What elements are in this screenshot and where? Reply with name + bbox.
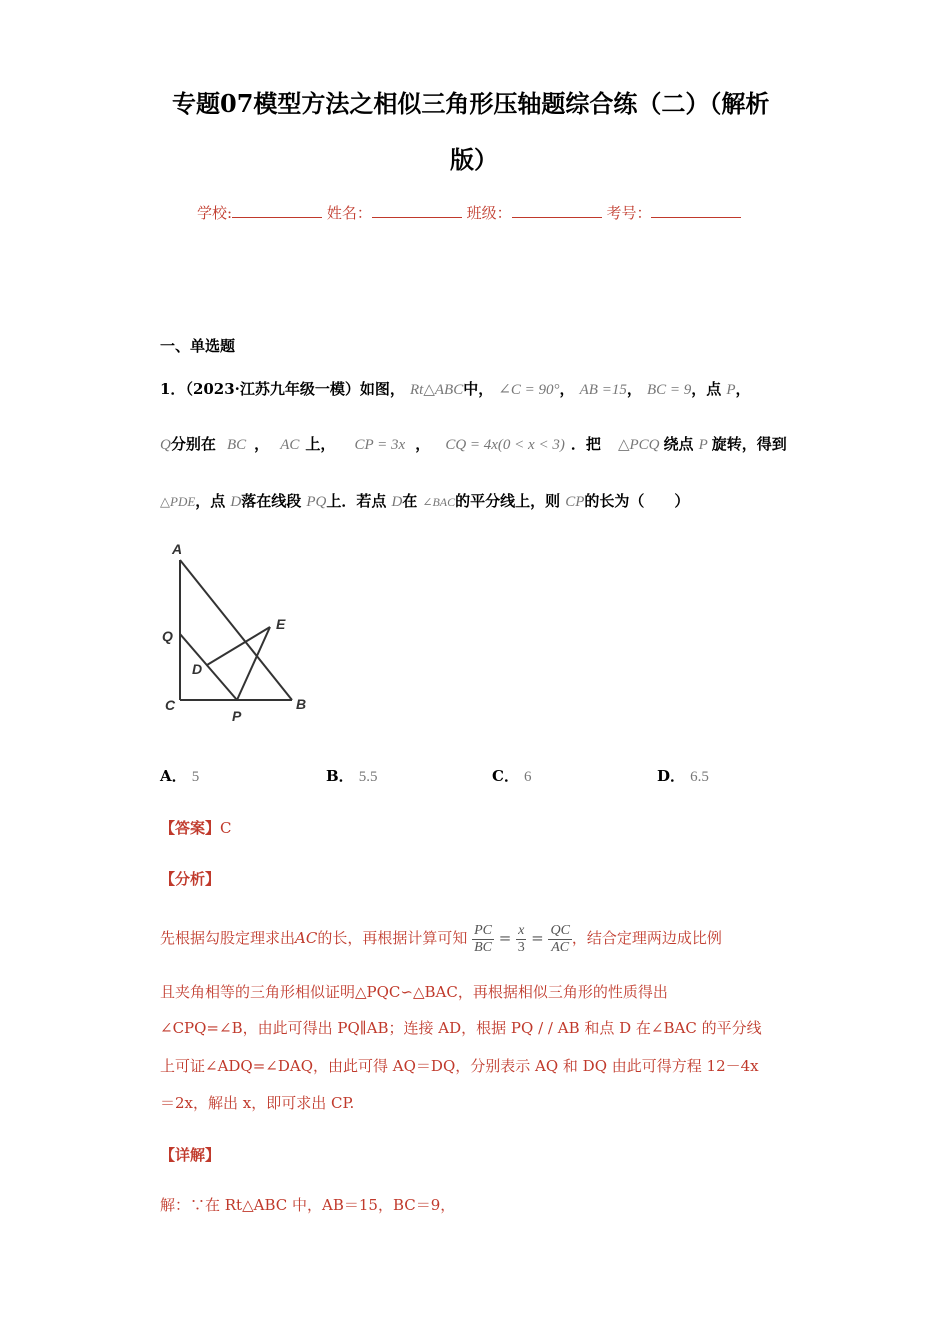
text-xuanzhuan: 旋转，得到 xyxy=(711,435,787,453)
detail-heading xyxy=(160,1144,220,1165)
analysis-tag: 【分析】 xyxy=(160,870,221,888)
option-letter: A． xyxy=(160,767,187,785)
class-label: 班级： xyxy=(466,204,512,222)
label-q: Q xyxy=(162,628,173,644)
math-p2: P xyxy=(698,437,708,453)
frac-num: x xyxy=(518,922,525,938)
fraction-qc-ac xyxy=(548,923,571,956)
analysis-line-4: 上可证∠ADQ=∠DAQ，由此可得 AQ＝DQ，分别表示 AQ 和 DQ 由此可得方程 12－4x xyxy=(160,1057,759,1075)
section-heading: 一、单选题 xyxy=(160,337,236,355)
label-a: A xyxy=(172,541,183,557)
math-rt-abc: Rt△ABC xyxy=(410,382,464,398)
analysis-heading xyxy=(160,868,220,889)
option-value: 5 xyxy=(191,769,200,785)
info-line xyxy=(197,202,741,223)
text-comma: ， xyxy=(559,380,575,398)
fraction-pc-bc xyxy=(472,923,494,956)
text-dian: ，点 xyxy=(691,380,722,398)
math-bc: BC = 9 xyxy=(646,382,692,398)
detail-tag: 【详解】 xyxy=(160,1146,221,1164)
analysis-text: 先根据勾股定理求出 xyxy=(160,929,296,947)
option-c[interactable] xyxy=(492,765,532,786)
option-a[interactable] xyxy=(160,765,199,786)
option-b[interactable] xyxy=(326,765,378,786)
math-d2: D xyxy=(391,494,403,510)
exam-no-label: 考号： xyxy=(606,204,652,222)
math-pde: △PDE xyxy=(160,494,196,509)
text-pingfen: 的平分线上，则 xyxy=(455,492,561,510)
text-dian: ，点 xyxy=(195,492,226,510)
analysis-line-1: 先根据勾股定理求出AC的长，再根据计算可知 $\frac{PC}{BC}$ = $\frac{x}{3}$ = $\frac{QC}{AC}$ ，结合定理两边成比例 xyxy=(160,922,722,955)
text-ba: ．把 xyxy=(570,435,601,453)
question-line-3 xyxy=(160,490,689,511)
answer-value: C xyxy=(220,819,232,837)
math-bc2: BC xyxy=(226,437,247,453)
question-source: （2023·江苏九年级一模）如图， xyxy=(185,380,405,398)
analysis-line-2: 且夹角相等的三角形相似证明△PQC∽△BAC，再根据相似三角形的性质得出 xyxy=(160,983,668,1001)
label-e: E xyxy=(276,616,286,632)
label-b: B xyxy=(296,696,307,712)
math-ac: AC xyxy=(280,437,300,453)
geometry-figure xyxy=(155,535,325,730)
analysis-text: 的长，再根据计算可知 xyxy=(317,929,468,947)
math-q: Q xyxy=(160,437,171,453)
math-pq: PQ xyxy=(306,494,327,510)
page-title-cont: 版） xyxy=(450,145,498,174)
math-d: D xyxy=(230,494,242,510)
math-pcq: △PCQ xyxy=(617,437,660,453)
answer xyxy=(160,817,232,838)
math-p: P xyxy=(726,382,736,398)
frac-den: 3 xyxy=(517,939,525,955)
text-zhong: 中， xyxy=(463,380,494,398)
option-letter: B． xyxy=(326,767,354,785)
label-p: P xyxy=(232,708,242,724)
text-shang: 上， xyxy=(305,435,336,453)
text-comma: ， xyxy=(415,435,431,453)
math-bac: ∠BAC xyxy=(422,495,456,509)
analysis-text: ，结合定理两边成比例 xyxy=(571,929,722,947)
math-cp2: CP xyxy=(565,494,585,510)
text-comma: ， xyxy=(254,435,270,453)
analysis-line-5: ＝2x，解出 x，即可求出 CP. xyxy=(160,1094,355,1112)
label-d: D xyxy=(192,661,203,677)
option-value: 5.5 xyxy=(358,769,378,785)
frac-den: AC xyxy=(551,939,570,955)
math-ab: AB =15 xyxy=(579,382,627,398)
question-number: 1． xyxy=(160,380,186,398)
school-blank[interactable] xyxy=(232,203,322,218)
text-zai: 在 xyxy=(402,492,418,510)
answer-tag: 【答案】 xyxy=(160,819,221,837)
option-d[interactable] xyxy=(657,765,709,786)
frac-num: PC xyxy=(474,922,493,938)
school-label: 学校: xyxy=(197,204,233,222)
text-changwei: 的长为（ ） xyxy=(584,492,690,510)
question-line-2 xyxy=(160,428,787,461)
text-luozai: 落在线段 xyxy=(241,492,302,510)
question-line-1 xyxy=(160,378,751,399)
math-cp: CP = 3x xyxy=(354,437,406,453)
analysis-math: AC xyxy=(295,929,318,947)
detail-line-1: 解：∵在 Rt△ABC 中，AB＝15，BC＝9， xyxy=(160,1196,456,1214)
text-fenbiezai: 分别在 xyxy=(170,435,216,453)
label-c: C xyxy=(165,697,176,713)
option-value: 6 xyxy=(524,769,532,785)
frac-den: BC xyxy=(474,939,493,955)
math-cq: CQ = 4x(0 < x < 3) xyxy=(445,437,565,453)
text-ruodian: 上．若点 xyxy=(326,492,387,510)
math-angle-c: ∠C = 90° xyxy=(498,382,560,398)
text-comma: ， xyxy=(626,380,642,398)
name-blank[interactable] xyxy=(372,203,462,218)
page-title: 专题07模型方法之相似三角形压轴题综合练（二）（解析 xyxy=(172,89,770,118)
text-raodian: 绕点 xyxy=(663,435,694,453)
fraction-x-3 xyxy=(516,923,526,956)
analysis-line-3: ∠CPQ=∠B，由此可得出 PQ∥AB；连接 AD，根据 PQ / / AB 和点 D 在∠BAC 的平分线 xyxy=(160,1019,762,1037)
text-comma: ， xyxy=(735,380,751,398)
exam-no-blank[interactable] xyxy=(651,203,741,218)
option-letter: C． xyxy=(492,767,519,785)
class-blank[interactable] xyxy=(512,203,602,218)
option-letter: D． xyxy=(657,767,686,785)
option-value: 6.5 xyxy=(690,769,709,785)
frac-num: QC xyxy=(550,922,570,938)
name-label: 姓名： xyxy=(326,204,372,222)
segment-qp xyxy=(180,634,237,700)
